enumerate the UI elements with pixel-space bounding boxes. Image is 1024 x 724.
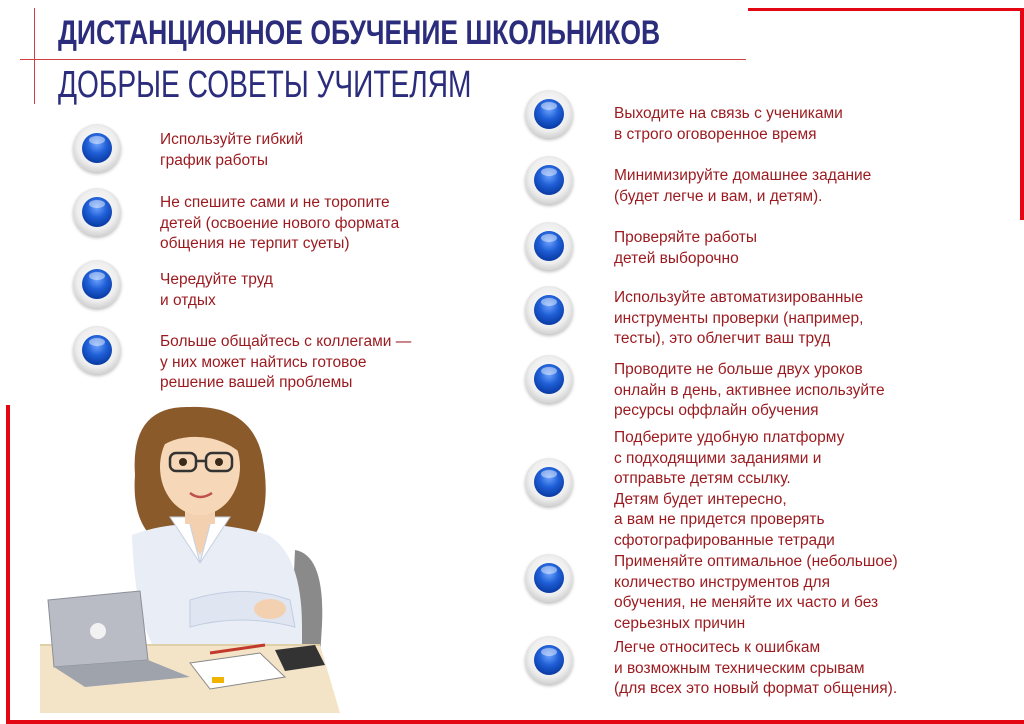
tip-line: решение вашей проблемы [160, 374, 353, 391]
title-vertical-rule [34, 8, 35, 104]
page-title: ДИСТАНЦИОННОЕ ОБУЧЕНИЕ ШКОЛЬНИКОВ [58, 14, 661, 52]
tip-line: в строго оговоренное время [614, 125, 817, 143]
tip-line: детей выборочно [614, 249, 739, 267]
bullet-highlight [541, 102, 557, 110]
bullet-highlight [541, 648, 557, 656]
tip-line: инструменты проверки (например, [614, 309, 864, 327]
tip-line: Чередуйте труд [160, 271, 273, 288]
blue-bullet-icon [525, 458, 573, 506]
blue-bullet-icon [525, 286, 573, 334]
right-tip-3 [614, 228, 757, 269]
teacher-at-laptop-illustration [40, 395, 340, 713]
tip-line: серьезных причин [614, 614, 746, 632]
tip-line: Проверяйте работы [614, 229, 758, 246]
bullet-highlight [541, 470, 557, 478]
tip-line: (для всех это новый формат общения). [614, 680, 898, 697]
blue-bullet-icon [73, 260, 121, 308]
bullet-highlight [541, 367, 557, 375]
tip-line: (будет легче и вам, и детям). [614, 187, 823, 205]
bullet-highlight [541, 566, 557, 574]
frame-right-red-line [1020, 8, 1024, 220]
tip-line: сфотографированные тетради [614, 531, 835, 549]
right-tip-4 [614, 288, 863, 350]
tip-line: Легче относитесь к ошибкам [614, 639, 821, 656]
left-tip-1 [160, 130, 303, 171]
blue-bullet-icon [525, 554, 573, 602]
tip-line: Подберите удобную платформу [614, 429, 845, 446]
tip-line: Применяйте оптимальное (небольшое) [614, 553, 898, 570]
tip-line: Не спешите сами и не торопите [160, 194, 390, 211]
tip-line: Выходите на связь с учениками [614, 105, 843, 122]
bullet-highlight [89, 338, 105, 346]
tip-line: Используйте гибкий [160, 131, 304, 148]
bullet-highlight [89, 272, 105, 280]
right-tip-2 [614, 166, 871, 207]
tip-line: и отдых [160, 291, 216, 309]
tip-line: у них может найтись готовое [160, 353, 367, 371]
blue-bullet-icon [525, 222, 573, 270]
title-underline [20, 59, 746, 60]
bullet-highlight [89, 200, 105, 208]
left-tip-3 [160, 270, 273, 311]
tip-line: с подходящими заданиями и [614, 449, 822, 467]
blue-bullet-icon [525, 636, 573, 684]
blue-bullet-icon [525, 156, 573, 204]
right-tip-1 [614, 104, 843, 145]
blue-bullet-icon [525, 355, 573, 403]
tip-line: онлайн в день, активнее используйте [614, 381, 885, 399]
right-tip-8 [614, 638, 897, 700]
tip-line: обучения, не меняйте их часто и без [614, 594, 879, 611]
bullet-highlight [541, 234, 557, 242]
tip-line: тесты), это облегчит ваш труд [614, 330, 831, 347]
frame-left-red-line [6, 405, 10, 724]
tip-line: и возможным техническим срывам [614, 659, 865, 677]
tip-line: отправьте детям ссылку. [614, 470, 791, 487]
page-subtitle: ДОБРЫЕ СОВЕТЫ УЧИТЕЛЯМ [58, 64, 472, 106]
blue-bullet-icon [73, 188, 121, 236]
tip-line: Больше общайтесь с коллегами — [160, 333, 412, 350]
tip-line: Минимизируйте домашнее задание [614, 167, 872, 184]
tip-line: а вам не придется проверять [614, 511, 825, 528]
blue-bullet-icon [73, 326, 121, 374]
tip-line: Проводите не больше двух уроков [614, 361, 863, 378]
tip-line: Используйте автоматизированные [614, 289, 864, 306]
frame-bottom-red-line [6, 720, 1024, 724]
right-tip-6 [614, 428, 844, 551]
tip-line: Детям будет интересно, [614, 490, 787, 508]
right-tip-7 [614, 552, 898, 634]
tip-line: детей (освоение нового формата [160, 214, 400, 232]
left-tip-2 [160, 193, 399, 255]
bullet-highlight [541, 168, 557, 176]
bullet-highlight [89, 136, 105, 144]
right-tip-5 [614, 360, 885, 422]
tip-line: количество инструментов для [614, 573, 830, 591]
tip-line: общения не терпит суеты) [160, 235, 350, 252]
tip-line: ресурсы оффлайн обучения [614, 402, 819, 419]
bullet-highlight [541, 298, 557, 306]
frame-top-red-line [748, 8, 1024, 11]
left-tip-4 [160, 332, 411, 394]
blue-bullet-icon [73, 124, 121, 172]
blue-bullet-icon [525, 90, 573, 138]
tip-line: график работы [160, 151, 269, 169]
